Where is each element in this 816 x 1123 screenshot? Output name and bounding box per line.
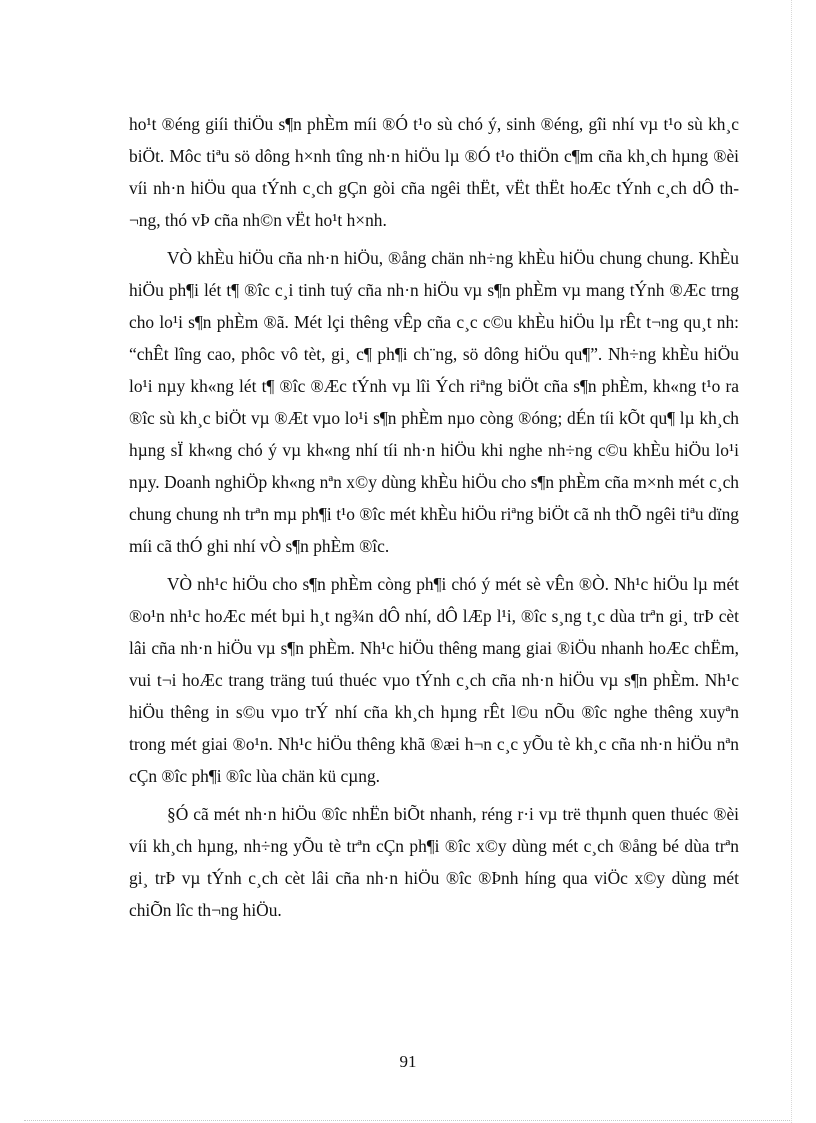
side-divider bbox=[791, 0, 792, 1123]
paragraph-2: VÒ khÈu hiÖu cña nh·n hiÖu, ®ång chän nh÷ng khÈu hiÖu chung chung. KhÈu hiÖu ph¶i lét t¶ ®îc c¸i tinh tuý cña nh·n hiÖu vµ s¶n phÈm vµ mang tÝnh ®Æc trng cho lo¹i s¶n phÈm ®ã. Mét lçi thêng vÊp cña c¸c c©u khÈu hiÖu lµ rÊt t¬ng qu¸t nh: “chÊt lîng cao, phôc vô tèt, gi¸ c¶ ph¶i ch¨ng, sö dông hiÖu qu¶”. Nh÷ng khÈu hiÖu lo¹i nµy kh«ng lét t¶ ®îc ®Æc tÝnh vµ lîi Ých riªng biÖt cña s¶n phÈm, kh«ng t¹o ra ®îc sù kh¸c biÖt vµ ®Æt vµo lo¹i s¶n phÈm nµo còng ®óng; dÉn tíi kÕt qu¶ lµ kh¸ch hµng sÏ kh«ng chó ý vµ kh«ng nhí tíi nh·n hiÖu khi nghe nh÷ng c©u khÈu hiÖu lo¹i nµy. Doanh nghiÖp kh«ng nªn x©y dùng khÈu hiÖu cho s¶n phÈm cña m×nh mét c¸ch chung chung nh trªn mµ ph¶i t¹o ®îc mét khÈu hiÖu riªng biÖt cã nh thÕ ngêi tiªu dïng míi cã thÓ ghi nhí vÒ s¶n phÈm ®îc. bbox=[129, 248, 739, 556]
paragraph-1: ho¹t ®éng giíi thiÖu s¶n phÈm míi ®Ó t¹o sù chó ý, sinh ®éng, gîi nhí vµ t¹o sù kh¸c biÖt. Môc tiªu sö dông h×nh tîng nh·n hiÖu lµ ®Ó t¹o thiÖn c¶m cña kh¸ch hµng ®èi víi nh·n hiÖu qua tÝnh c¸ch gÇn gòi cña ngêi thËt, vËt thËt hoÆc tÝnh c¸ch dÔ th¬ng, thó vÞ cña nh©n vËt ho¹t h×nh. bbox=[129, 114, 739, 230]
paragraph-3: VÒ nh¹c hiÖu cho s¶n phÈm còng ph¶i chó ý mét sè vÊn ®Ò. Nh¹c hiÖu lµ mét ®o¹n nh¹c hoÆc mét bµi h¸t ng¾n dÔ nhí, dÔ lÆp l¹i, ®îc s¸ng t¸c dùa trªn gi¸ trÞ cèt lâi cña nh·n hiÖu vµ s¶n phÈm. Nh¹c hiÖu thêng mang giai ®iÖu nhanh hoÆc chËm, vui t¬i hoÆc trang träng tuú thuéc vµo tÝnh c¸ch cña nh·n hiÖu vµ s¶n phÈm. Nh¹c hiÖu thêng in s©u vµo trÝ nhí cña kh¸ch hµng rÊt l©u nÕu ®îc nghe thêng xuyªn trong mét giai ®o¹n. Nh¹c hiÖu thêng khã ®æi h¬n c¸c yÕu tè kh¸c cña nh·n hiÖu nªn cÇn ®îc ph¶i ®îc lùa chän kü cµng. bbox=[129, 574, 739, 786]
paragraph-4: §Ó cã mét nh·n hiÖu ®îc nhËn biÕt nhanh, réng r·i vµ trë thµnh quen thuéc ®èi víi kh¸ch hµng, nh÷ng yÕu tè trªn cÇn ph¶i ®îc x©y dùng mét c¸ch ®ång bé dùa trªn gi¸ trÞ vµ tÝnh c¸ch cèt lâi cña nh·n hiÖu ®îc ®Þnh híng qua viÖc x©y dùng mét chiÕn lîc th¬ng hiÖu. bbox=[129, 804, 739, 920]
footer-divider bbox=[24, 1120, 792, 1121]
page-number: 91 bbox=[399, 1052, 417, 1071]
body-text bbox=[129, 108, 739, 932]
